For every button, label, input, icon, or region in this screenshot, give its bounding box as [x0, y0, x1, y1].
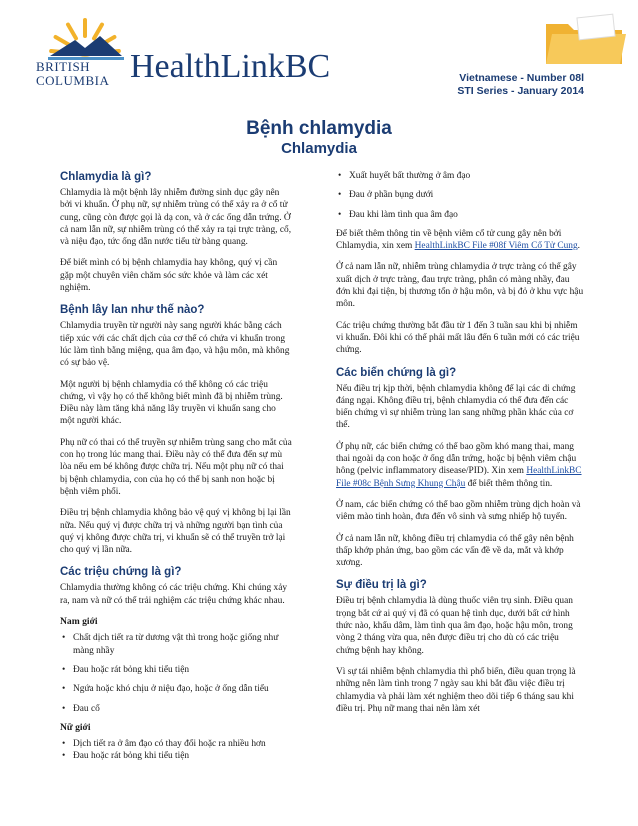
list-item: • Đau ở phần bụng dưới	[336, 189, 584, 201]
subheading-women: Nữ giới	[60, 721, 91, 733]
section-heading: Sự điều trị là gì?	[336, 579, 427, 592]
section-heading: Các biến chứng là gì?	[336, 366, 457, 379]
title-english: Chlamydia	[281, 140, 357, 157]
healthlinkbc-file-08f-link[interactable]: HealthLinkBC File #08f Viêm Cổ Tử Cung	[414, 241, 578, 252]
paragraph: Ở cả nam lẫn nữ, nhiễm trùng chlamydia ở trực tràng có thể gây xuất dịch ở trực tràng, đau trực tràng, phân có màng nhầy, đau đớn khi đại tiện, bị thương tổn ở hậu môn, và bị đỏ ở khu vực hậu môn.	[336, 262, 584, 310]
list-item: • Đau khi làm tình qua âm đạo	[336, 209, 584, 221]
healthlinkbc-brand: HealthLinkBC	[130, 48, 331, 85]
paragraph: Vì sự tái nhiễm bệnh chlamydia thì phổ biến, điều quan trọng là những nên làm tình trong 7 ngày sau khi bắt đầu việc điều trị chlamydia và phải làm xét nghiệm theo dõi tiếp 6 tháng sau khi điều trị. Phụ nữ mang thai nên làm xét	[336, 666, 576, 714]
paragraph: Chlamydia truyền từ người này sang người khác bằng cách tiếp xúc với các chất dịch của cơ thể có chứa vi khuẩn trong lúc làm tình bằng miệng, qua âm đạo, và hậu môn, mà không có sự bảo vệ.	[60, 321, 290, 369]
page-title	[0, 118, 638, 158]
section-heading: Các triệu chứng là gì?	[60, 566, 182, 579]
list-item: • Ngứa hoặc khó chịu ở niệu đạo, hoặc ở ống dẫn tiểu	[60, 683, 292, 695]
paragraph: Ở cả nam lẫn nữ, không điều trị chlamydia có thể gây nên bệnh thấp khớp phản ứng, bao gồm các vấn đề về da, mắt và khớp xương.	[336, 533, 574, 569]
paragraph: Để biết mình có bị bệnh chlamydia hay không, quý vị cần gặp một chuyên viên chăm sóc sức khỏe và làm các xét nghiệm.	[60, 258, 278, 294]
paragraph: Ở phụ nữ, các biến chứng có thể bao gồm khó mang thai, mang thai ngoài dạ con hoặc ở ống dẫn trứng, hoặc bị bệnh viêm chậu hông (pelvic inflammatory disease/PID). Xin xem HealthLinkBC File #08c Bệnh Sưng Khung Chậu để biết thêm thông tin.	[336, 441, 582, 489]
symptom-list-women-continued	[336, 170, 584, 221]
paragraph: Điều trị bệnh chlamydia là dùng thuốc viên trụ sinh. Điều quan trọng bắt cứ ai quý vị đã có quan hệ tình dục, dưới bất cứ hình thức nào, khẩu dâm, làm tình qua âm đạo, hoặc hậu môn, trong vòng 2 tháng vừa qua, nên được điều trị cho dù có các triệu chứng bệnh hay không.	[336, 596, 573, 656]
list-item: • Dịch tiết ra ở âm đạo có thay đổi hoặc ra nhiều hơn	[60, 738, 292, 750]
list-item: • Xuất huyết bất thường ở âm đạo	[336, 170, 584, 182]
list-item: • Đau hoặc rát bỏng khi tiểu tiện	[60, 664, 292, 676]
paragraph: Chlamydia thường không có các triệu chứng. Khi chúng xảy ra, nam và nữ có thể trải nghiệm các triệu chứng khác nhau.	[60, 583, 288, 606]
document-header	[0, 0, 638, 110]
paragraph: Ở nam, các biến chứng có thể bao gồm nhiễm trùng dịch hoàn và viêm mào tinh hoàn, đưa đến vô sinh và sưng nhiếp hộ tuyến.	[336, 499, 581, 523]
subheading-men: Nam giới	[60, 616, 98, 628]
paragraph: Để biết thêm thông tin về bệnh viêm cổ tử cung gây nên bởi Chlamydia, xin xem HealthLinkBC File #08f Viêm Cổ Tử Cung.	[336, 228, 581, 252]
paragraph: Điều trị bệnh chlamydia không bảo vệ quý vị không bị lại lần nữa. Nếu quý vị được chữa trị và những người bạn tình của quý vị không được chữa trị, vi khuẩn sẽ có thể truyền trở lại cho quý vị lần nữa.	[60, 508, 291, 556]
paragraph: Các triệu chứng thường bắt đầu từ 1 đến 3 tuần sau khi bị nhiễm vi khuẩn. Đôi khi có thể phải mất lâu đến 6 tuần mới có các triệu chứng.	[336, 320, 580, 356]
paragraph: Một người bị bệnh chlamydia có thể không có các triệu chứng, vì vậy họ có thể không biết mình đã bị nhiễm trùng. Điều này làm tăng khả năng lây truyền vi khuẩn sang cho một người khác.	[60, 379, 283, 427]
paragraph: Chlamydia là một bệnh lây nhiễm đường sinh dục gây nên bởi vi khuẩn. Ở phụ nữ, sự nhiễm trùng có thể xảy ra ở cổ tử cung, cũng còn được gọi là dạ con, và ở các ống dẫn trứng. Ở cả nam lẫn nữ, sự nhiễm trùng có thể xảy ra tại trực tràng, cổ, và niệu đạo, tức ống dẫn nước tiểu từ bàng quang.	[60, 188, 292, 248]
list-item: • Chất dịch tiết ra từ dương vật thì trong hoặc giống như màng nhầy	[60, 632, 292, 657]
paragraph: Nếu điều trị kịp thời, bệnh chlamydia không để lại các di chứng đáng ngại. Không điều trị, bệnh chlamydia có thể đưa đến các biến chứng vì sự nhiễm trùng lan sang những phần khác của cơ thể.	[336, 383, 576, 431]
series-label: Vietnamese - Number 08l STI Series - January 2014	[457, 72, 584, 97]
symptom-list-men	[60, 632, 292, 714]
right-column	[336, 164, 584, 724]
symptom-list-women	[60, 738, 292, 763]
list-item: • Đau hoặc rát bỏng khi tiểu tiện	[60, 750, 292, 762]
healthlinkbc-file-08c-link[interactable]: HealthLinkBC File #08c Bệnh Sưng Khung Chậu	[336, 466, 582, 489]
left-column	[60, 164, 292, 769]
paragraph: Phụ nữ có thai có thể truyền sự nhiễm trùng sang cho mắt của con họ trong lúc mang thai. Điều này có thể đưa đến sự mù lòa nếu em bé không được chữa trị. Nếu một phụ nữ có thai bị bệnh chlamydia, con của họ có thể bị sanh non hoặc bị bệnh viêm phổi.	[60, 437, 292, 497]
section-heading: Chlamydia là gì?	[60, 171, 152, 183]
section-heading: Bệnh lây lan như thế nào?	[60, 304, 205, 317]
title-vietnamese: Bệnh chlamydia	[246, 118, 392, 139]
list-item: • Đau cổ	[60, 703, 292, 715]
folder-icon	[538, 10, 628, 66]
british-columbia-wordmark: BRITISH COLUMBIA	[36, 59, 110, 88]
